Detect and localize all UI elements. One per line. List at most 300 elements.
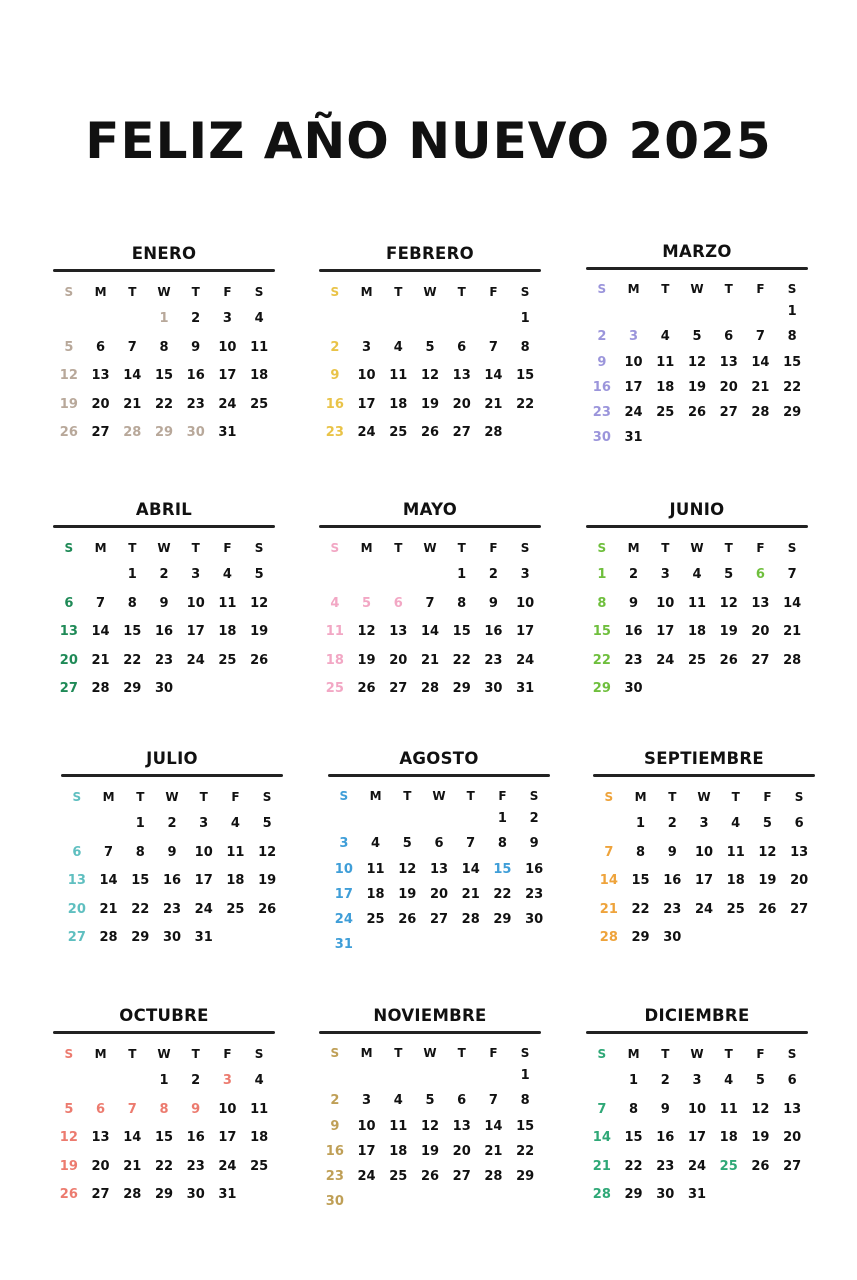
day-cell: 10 [687,1101,707,1117]
day-cell: 10 [218,1101,237,1117]
day-cell: 20 [389,652,408,668]
day-cell: 5 [724,567,734,582]
empty-cell [328,806,360,831]
day-cell: 27 [429,912,449,928]
weekday-header: F [498,789,507,803]
day-cell: 20 [751,624,770,639]
month-mayo [319,499,541,704]
day-cell: 1 [636,816,646,831]
day-cell: 27 [719,405,738,421]
day-cell: 15 [592,624,611,639]
day-cell: 26 [420,425,440,440]
weekday-header: M [94,541,107,555]
day-cell: 22 [123,652,142,668]
weekday-header: T [136,790,145,804]
day-cell: 27 [67,930,86,945]
day-grid [319,1034,541,1215]
day-cell: 16 [325,1143,344,1159]
day-cell: 18 [719,1130,738,1145]
day-cell: 27 [751,652,770,668]
weekday-header: M [360,285,373,299]
day-cell: 13 [429,861,449,877]
day-cell: 24 [334,912,353,928]
day-cell: 22 [154,1158,174,1174]
calendar-title: FELIZ AÑO NUEVO 2025 [85,112,772,170]
empty-cell [116,305,148,334]
empty-cell [360,806,392,831]
day-grid [586,528,808,704]
day-cell: 10 [186,595,205,611]
day-cell: 26 [398,912,417,928]
day-cell: 5 [692,329,702,345]
day-cell: 7 [96,595,106,611]
day-cell: 18 [389,396,408,412]
day-cell: 14 [123,1130,142,1145]
day-cell: 18 [366,886,385,902]
day-cell: 7 [787,567,797,582]
day-grid [319,528,541,704]
day-cell: 13 [452,368,471,383]
day-cell: 14 [592,1130,611,1145]
day-cell: 5 [64,339,74,355]
day-cell: 9 [529,836,539,852]
day-cell: 27 [59,681,78,696]
day-cell: 4 [330,595,340,611]
day-cell: 30 [656,1187,675,1202]
weekday-header: S [330,541,340,555]
day-cell: 16 [325,396,344,412]
empty-cell [713,299,745,324]
day-cell: 31 [624,430,643,446]
day-cell: 28 [123,425,142,440]
weekday-header: S [787,1047,797,1061]
day-cell: 24 [656,652,675,668]
day-cell: 12 [59,1130,78,1145]
day-cell: 17 [516,624,535,639]
day-cell: 3 [222,1073,232,1088]
day-cell: 4 [731,816,741,831]
day-cell: 25 [250,1158,269,1174]
day-cell: 6 [64,595,74,611]
day-cell: 10 [694,844,714,860]
day-cell: 19 [357,652,376,668]
day-cell: 26 [59,1187,78,1202]
day-cell: 6 [724,329,734,345]
day-cell: 6 [393,595,403,611]
day-cell: 12 [420,368,440,383]
day-cell: 20 [452,396,471,412]
day-cell: 11 [719,1101,738,1117]
day-cell: 26 [258,901,277,917]
day-cell: 27 [452,425,471,440]
day-cell: 17 [218,1130,237,1145]
day-cell: 1 [597,567,607,582]
day-cell: 16 [525,861,544,877]
day-cell: 7 [597,1101,607,1117]
day-cell: 14 [484,368,503,383]
day-cell: 5 [254,567,264,582]
empty-cell [618,299,650,324]
month-noviembre [319,1005,541,1215]
weekday-header: S [64,285,74,299]
day-cell: 10 [218,339,237,355]
day-cell: 26 [751,1158,770,1174]
day-cell: 23 [484,652,503,668]
weekday-header: T [457,1046,466,1060]
day-cell: 20 [783,1130,802,1145]
weekday-header: T [457,541,466,555]
empty-cell [93,810,125,839]
weekday-header: T [394,1046,403,1060]
empty-cell [53,561,85,590]
month-julio [61,748,283,953]
month-name: MAYO [402,500,458,519]
day-cell: 25 [719,1158,738,1174]
day-cell: 23 [525,886,544,902]
day-cell: 20 [452,1143,471,1159]
day-cell: 30 [525,912,544,928]
weekday-header: M [94,285,107,299]
empty-cell [351,305,383,334]
day-cell: 2 [191,311,201,326]
day-cell: 20 [719,379,738,395]
month-name: MARZO [662,242,732,261]
day-cell: 14 [461,861,480,877]
day-cell: 26 [59,425,78,440]
day-cell: 9 [667,844,677,860]
day-cell: 19 [687,379,707,395]
empty-cell [116,1067,148,1096]
day-cell: 29 [154,425,174,440]
day-cell: 25 [687,652,707,668]
weekday-header: T [724,282,733,296]
weekday-header: T [724,1047,733,1061]
day-cell: 19 [751,1130,770,1145]
day-cell: 27 [452,1169,471,1185]
day-cell: 16 [154,624,174,639]
day-cell: 8 [127,595,137,611]
day-cell: 29 [154,1187,174,1202]
day-cell: 30 [592,430,611,446]
day-cell: 21 [599,901,618,917]
day-cell: 8 [135,844,145,860]
weekday-header: T [661,541,670,555]
weekday-header: S [339,789,349,803]
day-cell: 23 [186,1158,205,1174]
day-cell: 12 [59,368,78,383]
day-cell: 14 [123,368,142,383]
day-cell: 15 [624,1130,643,1145]
weekday-header: S [787,541,797,555]
day-cell: 28 [751,405,770,421]
day-cell: 13 [719,354,738,370]
day-cell: 15 [154,1130,174,1145]
day-cell: 21 [99,901,118,917]
day-cell: 13 [783,1101,802,1117]
day-cell: 15 [631,873,650,888]
day-cell: 15 [516,368,535,383]
day-cell: 11 [366,861,385,877]
day-grid [61,777,283,953]
day-cell: 3 [362,1093,372,1109]
day-cell: 6 [434,836,444,852]
weekday-header: M [369,789,382,803]
day-cell: 9 [597,354,607,370]
empty-cell [382,1063,414,1088]
day-cell: 13 [59,624,78,639]
day-cell: 13 [790,844,809,860]
day-cell: 25 [250,396,269,412]
empty-cell [382,561,414,590]
day-cell: 31 [334,937,353,953]
day-cell: 4 [254,1073,264,1088]
weekday-header: T [724,541,733,555]
day-cell: 23 [663,901,682,917]
day-cell: 16 [186,368,205,383]
weekday-header: F [223,541,232,555]
day-cell: 14 [91,624,110,639]
day-cell: 6 [96,339,106,355]
day-cell: 23 [325,1169,344,1185]
day-cell: 18 [656,379,675,395]
weekday-header: W [423,285,437,299]
weekday-header: F [763,790,772,804]
day-cell: 28 [484,425,503,440]
day-cell: 11 [218,595,237,611]
day-cell: 14 [783,595,802,611]
day-cell: 2 [159,567,169,582]
day-cell: 28 [91,681,110,696]
day-cell: 3 [692,1073,702,1088]
day-cell: 30 [484,681,503,696]
weekday-header: T [128,1047,137,1061]
empty-cell [319,561,351,590]
weekday-header: W [432,789,446,803]
day-cell: 24 [357,425,376,440]
day-cell: 10 [624,354,643,370]
weekday-header: S [787,282,797,296]
day-cell: 16 [663,873,682,888]
day-cell: 11 [325,624,344,639]
month-septiembre [593,748,815,953]
day-cell: 2 [330,339,340,355]
day-cell: 23 [592,405,611,421]
month-agosto [328,748,550,958]
empty-cell [414,305,446,334]
weekday-header: M [360,541,373,555]
empty-cell [351,1063,383,1088]
day-cell: 4 [724,1073,734,1088]
weekday-header: S [254,1047,264,1061]
weekday-header: S [520,1046,530,1060]
day-cell: 25 [389,1169,408,1185]
day-cell: 9 [330,1118,340,1134]
day-cell: 8 [457,595,467,611]
empty-cell [53,305,85,334]
day-cell: 17 [357,1143,376,1159]
day-cell: 19 [258,873,277,888]
day-cell: 2 [488,567,498,582]
day-cell: 1 [497,811,507,826]
day-cell: 24 [357,1169,376,1185]
day-cell: 28 [123,1187,142,1202]
day-cell: 28 [484,1169,503,1185]
day-cell: 30 [663,930,682,945]
day-cell: 3 [339,836,349,852]
month-enero [53,243,275,448]
day-cell: 22 [131,901,150,917]
empty-cell [414,1063,446,1088]
day-cell: 7 [104,844,114,860]
day-cell: 7 [127,1101,137,1117]
day-cell: 11 [656,354,675,370]
day-cell: 20 [429,886,449,902]
day-cell: 13 [452,1118,471,1134]
day-cell: 6 [794,816,804,831]
day-cell: 24 [516,652,535,668]
weekday-header: F [756,282,765,296]
day-cell: 3 [362,339,372,355]
weekday-header: T [394,541,403,555]
day-cell: 17 [334,886,353,902]
month-octubre [53,1005,275,1210]
empty-cell [351,561,383,590]
day-cell: 19 [719,624,738,639]
month-name: JULIO [146,749,198,768]
day-cell: 19 [420,1143,440,1159]
weekday-header: M [634,790,647,804]
day-cell: 10 [656,595,675,611]
day-cell: 25 [325,681,344,696]
day-cell: 12 [687,354,707,370]
day-cell: 3 [629,329,639,345]
day-cell: 15 [123,624,142,639]
day-cell: 7 [488,339,498,355]
day-cell: 4 [692,567,702,582]
day-cell: 8 [497,836,507,852]
weekday-header: M [627,541,640,555]
day-cell: 19 [398,886,417,902]
day-cell: 4 [230,816,240,831]
day-cell: 11 [250,1101,269,1117]
weekday-header: T [661,1047,670,1061]
day-cell: 26 [420,1169,440,1185]
day-cell: 20 [790,873,809,888]
day-cell: 9 [191,1101,201,1117]
day-cell: 13 [91,368,110,383]
day-cell: 9 [629,595,639,611]
empty-cell [53,1067,85,1096]
day-cell: 29 [516,1169,535,1185]
empty-cell [446,1063,478,1088]
day-cell: 21 [751,379,770,395]
day-cell: 24 [186,652,205,668]
day-cell: 4 [393,1093,403,1109]
day-cell: 19 [420,396,440,412]
day-cell: 9 [488,595,498,611]
day-grid [53,1034,275,1210]
weekday-header: T [191,1047,200,1061]
empty-cell [586,299,618,324]
day-cell: 14 [599,873,618,888]
month-name: NOVIEMBRE [373,1006,487,1025]
day-cell: 22 [516,396,535,412]
day-cell: 18 [687,624,707,639]
day-cell: 29 [493,912,512,928]
day-cell: 15 [131,873,150,888]
day-grid [586,1034,808,1210]
weekday-header: M [627,1047,640,1061]
day-cell: 9 [330,368,340,383]
day-cell: 30 [186,425,205,440]
day-cell: 17 [687,1130,707,1145]
day-cell: 23 [162,901,182,917]
day-cell: 28 [99,930,118,945]
day-cell: 12 [357,624,376,639]
day-cell: 16 [484,624,503,639]
day-cell: 24 [694,901,714,917]
month-marzo [586,241,808,451]
weekday-header: W [157,285,171,299]
day-cell: 30 [162,930,182,945]
day-cell: 28 [461,912,480,928]
day-cell: 25 [726,901,745,917]
day-cell: 31 [516,681,535,696]
day-cell: 16 [162,873,182,888]
day-cell: 5 [425,1093,435,1109]
day-cell: 10 [357,368,376,383]
day-grid [53,272,275,448]
weekday-header: M [627,282,640,296]
day-cell: 6 [72,844,82,860]
day-cell: 19 [59,396,78,412]
day-cell: 4 [371,836,381,852]
day-cell: 29 [783,405,802,421]
day-cell: 24 [194,901,213,917]
day-cell: 29 [592,681,611,696]
day-cell: 6 [755,567,765,582]
day-cell: 5 [402,836,412,852]
day-cell: 21 [123,396,142,412]
day-cell: 22 [624,1158,643,1174]
day-cell: 1 [629,1073,639,1088]
day-cell: 2 [629,567,639,582]
day-cell: 21 [91,652,110,668]
weekday-header: T [394,285,403,299]
day-cell: 23 [154,652,174,668]
empty-cell [593,810,625,839]
day-cell: 23 [325,425,344,440]
month-name: DICIEMBRE [644,1006,750,1025]
weekday-header: S [529,789,539,803]
weekday-header: S [604,790,614,804]
day-cell: 31 [687,1187,707,1202]
weekday-header: T [457,285,466,299]
day-cell: 8 [629,1101,639,1117]
day-grid [593,777,815,953]
day-cell: 12 [719,595,738,611]
weekday-header: F [756,1047,765,1061]
day-cell: 12 [398,861,417,877]
day-cell: 26 [250,652,269,668]
day-cell: 3 [222,311,232,326]
empty-cell [319,1063,351,1088]
day-cell: 5 [425,339,435,355]
day-cell: 6 [457,1093,467,1109]
day-cell: 30 [624,681,643,696]
day-cell: 24 [218,396,237,412]
weekday-header: M [102,790,115,804]
